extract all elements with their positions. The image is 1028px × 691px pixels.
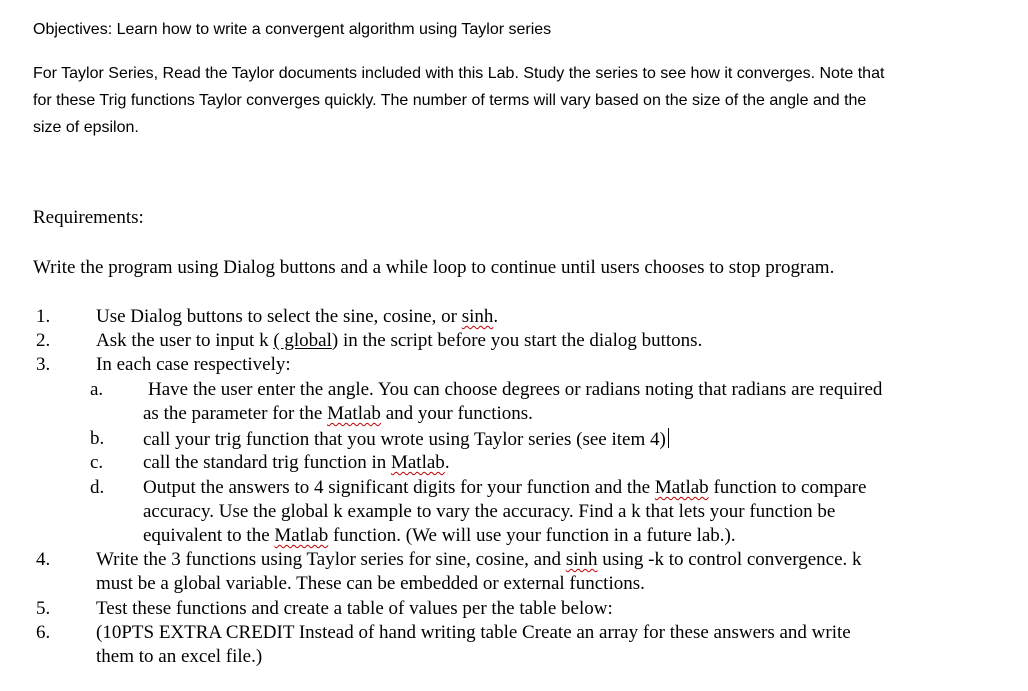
spell-underline-sinh: sinh <box>565 549 598 570</box>
item-d-line-1: Output the answers to 4 significant digits for your function and the Matlab function to compare <box>143 477 867 498</box>
spell-underline-matlab: Matlab <box>654 477 709 498</box>
item-3-text: In each case respectively: <box>96 354 291 375</box>
intro-line-3: size of epsilon. <box>33 119 139 136</box>
item-a-line-2: as the parameter for the Matlab and your functions. <box>143 403 533 424</box>
item-6-number: 6. <box>36 622 51 643</box>
item-c-letter: c. <box>90 452 104 473</box>
intro-line-1: For Taylor Series, Read the Taylor documents included with this Lab. Study the series to see how it converges. Note that <box>33 65 885 82</box>
item-1-number: 1. <box>36 306 51 327</box>
item-d-letter: d. <box>90 477 105 498</box>
spell-underline-matlab: Matlab <box>327 403 381 424</box>
item-d-line-3: equivalent to the Matlab function. (We will use your function in a future lab.). <box>143 525 736 546</box>
item-2-text: Ask the user to input k ( global) in the script before you start the dialog buttons. <box>96 330 703 351</box>
text-cursor <box>668 428 669 448</box>
item-1-text: Use Dialog buttons to select the sine, cosine, or sinh. <box>96 306 499 327</box>
item-5-number: 5. <box>36 598 51 619</box>
spell-underline-matlab: Matlab <box>390 452 445 473</box>
requirements-summary: Write the program using Dialog buttons and a while loop to continue until users chooses to stop program. <box>33 257 835 278</box>
item-3-number: 3. <box>36 354 51 375</box>
item-d-line-2: accuracy. Use the global k example to vary the accuracy. Find a k that lets your function be <box>143 501 836 522</box>
spell-underline-sinh: sinh <box>461 306 494 327</box>
item-b-letter: b. <box>90 428 105 449</box>
requirements-heading: Requirements: <box>33 207 144 228</box>
item-a-letter: a. <box>90 379 104 400</box>
item-b-text[interactable]: call your trig function that you wrote using Taylor series (see item 4) <box>143 428 669 451</box>
spell-underline-matlab: Matlab <box>274 525 329 546</box>
global-underlined: ( global <box>273 330 332 351</box>
intro-line-2: for these Trig functions Taylor converges quickly. The number of terms will vary based on the size of the angle and the <box>33 92 867 109</box>
item-5-text: Test these functions and create a table of values per the table below: <box>96 598 613 619</box>
item-2-number: 2. <box>36 330 51 351</box>
item-4-line-1: Write the 3 functions using Taylor series for sine, cosine, and sinh using -k to control convergence. k <box>96 549 862 570</box>
item-4-line-2: must be a global variable. These can be embedded or external functions. <box>96 573 645 594</box>
item-4-number: 4. <box>36 549 51 570</box>
item-6-line-1: (10PTS EXTRA CREDIT Instead of hand writing table Create an array for these answers and write <box>96 622 851 643</box>
item-a-line-1: Have the user enter the angle. You can choose degrees or radians noting that radians are required <box>148 379 883 400</box>
item-c-text: call the standard trig function in Matlab. <box>143 452 450 473</box>
objectives-line: Objectives: Learn how to write a convergent algorithm using Taylor series <box>33 21 552 38</box>
item-6-line-2: them to an excel file.) <box>96 646 263 667</box>
